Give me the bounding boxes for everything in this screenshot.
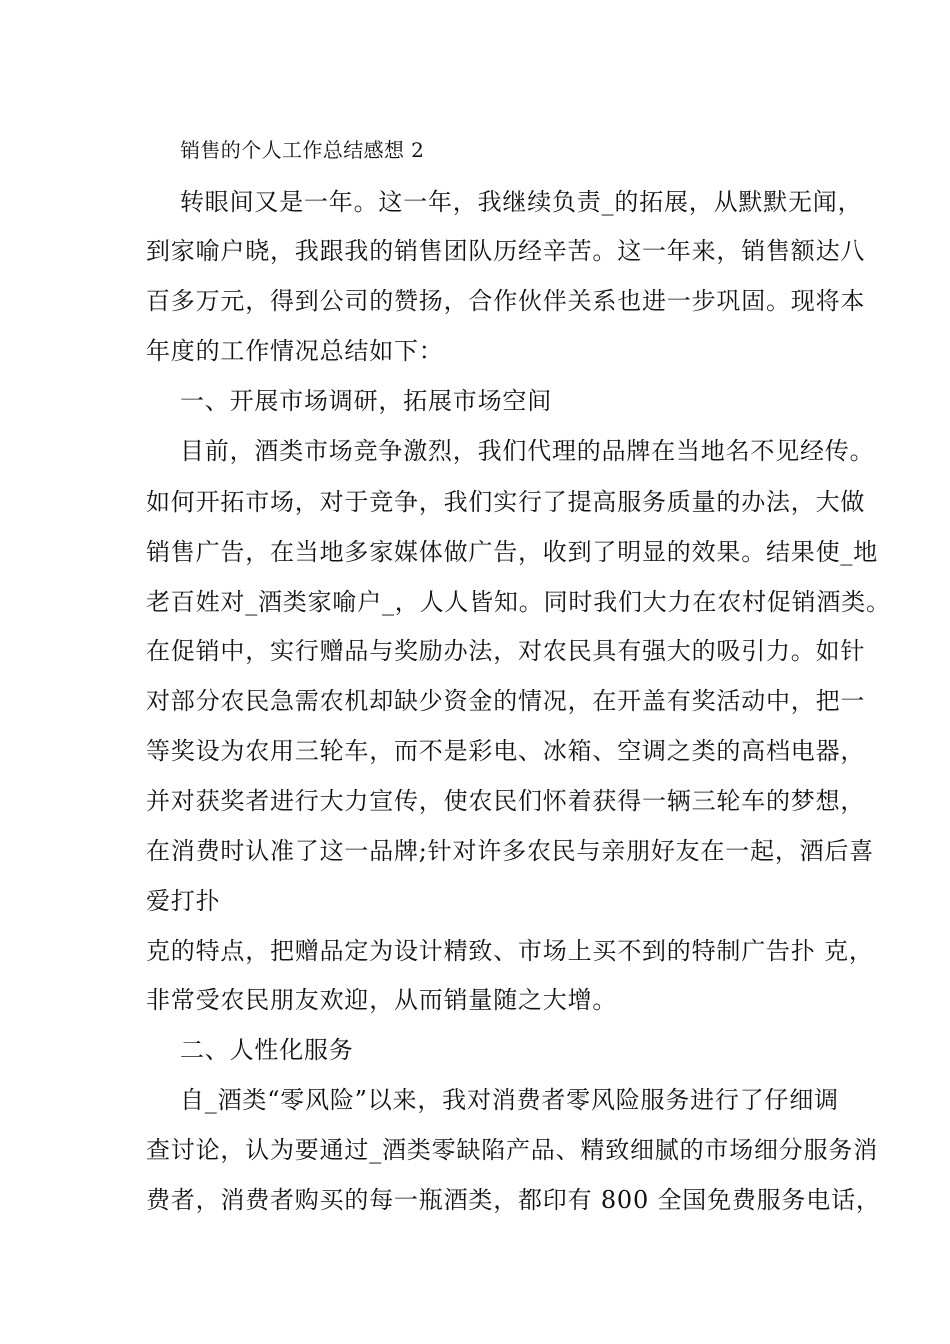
paragraph-line: 在消费时认准了这一品牌;针对许多农民与亲朋好友在一起，酒后喜	[146, 837, 875, 865]
paragraph-line: 并对获奖者进行大力宣传，使农民们怀着获得一辆三轮车的梦想，	[146, 787, 866, 815]
paragraph-line: 转眼间又是一年。这一年，我继续负责_的拓展，从默默无闻，	[180, 188, 863, 216]
paragraph-line: 目前，酒类市场竞争激烈，我们代理的品牌在当地名不见经传。	[180, 437, 875, 465]
paragraph-line: 费者，消费者购买的每一瓶酒类，都印有 800 全国免费服务电话，	[146, 1186, 881, 1214]
paragraph-line: 克的特点，把赠品定为设计精致、市场上买不到的特制广告扑 克，	[146, 937, 874, 965]
paragraph-line: 到家喻户晓，我跟我的销售团队历经辛苦。这一年来，销售额达八	[146, 237, 866, 265]
paragraph-line: 如何开拓市场，对于竞争，我们实行了提高服务质量的办法，大做	[146, 488, 866, 516]
paragraph-line: 老百姓对_酒类家喻户_，人人皆知。同时我们大力在农村促销酒类。	[146, 588, 891, 616]
paragraph-line: 爱打扑	[146, 887, 221, 915]
paragraph-line: 非常受农民朋友欢迎，从而销量随之大增。	[146, 986, 618, 1014]
paragraph-line: 查讨论，认为要通过_酒类零缺陷产品、精致细腻的市场细分服务消	[146, 1136, 878, 1164]
paragraph-line: 对部分农民急需农机却缺少资金的情况，在开盖有奖活动中，把一	[146, 687, 866, 715]
paragraph-line: 年度的工作情况总结如下：	[146, 337, 444, 365]
paragraph-line: 等奖设为农用三轮车，而不是彩电、冰箱、空调之类的高档电器，	[146, 737, 866, 765]
paragraph-line: 在促销中，实行赠品与奖励办法，对农民具有强大的吸引力。如针	[146, 637, 866, 665]
paragraph-line: 自_酒类“零风险”以来，我对消费者零风险服务进行了仔细调	[180, 1086, 839, 1114]
paragraph-line: 销售广告，在当地多家媒体做广告，收到了明显的效果。结果使_地	[146, 538, 878, 566]
section-heading: 二、人性化服务	[180, 1036, 354, 1064]
paragraph-line: 百多万元，得到公司的赞扬，合作伙伴关系也进一步巩固。现将本	[146, 287, 866, 315]
document-title: 销售的个人工作总结感想 2	[180, 138, 425, 162]
section-heading: 一、开展市场调研，拓展市场空间	[180, 387, 552, 415]
